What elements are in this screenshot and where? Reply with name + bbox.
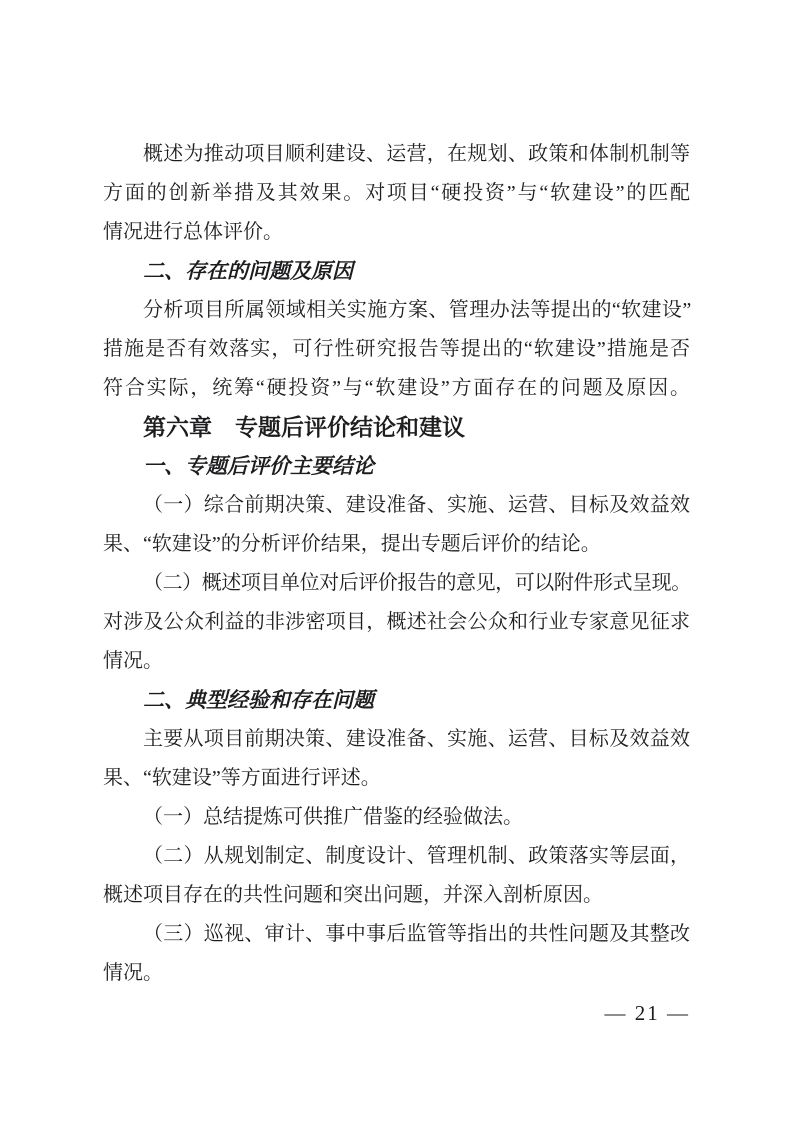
text-line: （一）综合前期决策、建设准备、实施、运营、目标及效益效	[143, 494, 690, 516]
section-heading: 二、典型经验和存在问题	[143, 688, 374, 712]
text-line: 方面的创新举措及其效果。对项目“硬投资”与“软建设”的匹配	[103, 182, 690, 204]
text-line: 情况。	[103, 650, 163, 672]
page-number: — 21 —	[604, 1001, 690, 1025]
text-line: （二）概述项目单位对后评价报告的意见，可以附件形式呈现。	[143, 572, 690, 594]
section-heading: 一、专题后评价主要结论	[143, 454, 374, 478]
text-line: 果、“软建设”等方面进行评述。	[103, 767, 381, 789]
text-line: 分析项目所属领域相关实施方案、管理办法等提出的“软建设”	[143, 299, 690, 321]
text-line: 符合实际，统筹“硬投资”与“软建设”方面存在的问题及原因。	[103, 377, 690, 399]
chapter-heading: 第六章 专题后评价结论和建议	[143, 414, 465, 440]
text-line: 情况。	[103, 962, 163, 984]
text-line: （一）总结提炼可供推广借鉴的经验做法。	[143, 806, 523, 828]
text-line: 情况进行总体评价。	[103, 221, 283, 243]
text-line: （二）从规划制定、制度设计、管理机制、政策落实等层面，	[143, 845, 690, 867]
text-line: 概述为推动项目顺利建设、运营，在规划、政策和体制机制等	[143, 143, 690, 165]
document-lines	[103, 135, 690, 993]
text-line: 概述项目存在的共性问题和突出问题，并深入剖析原因。	[103, 884, 603, 906]
text-line: 对涉及公众利益的非涉密项目，概述社会公众和行业专家意见征求	[103, 611, 690, 633]
text-line: （三）巡视、审计、事中事后监管等指出的共性问题及其整改	[143, 923, 690, 945]
text-line: 措施是否有效落实，可行性研究报告等提出的“软建设”措施是否	[103, 338, 690, 360]
text-line: 主要从项目前期决策、建设准备、实施、运营、目标及效益效	[143, 728, 690, 750]
text-line: 果、“软建设”的分析评价结果，提出专题后评价的结论。	[103, 533, 601, 555]
section-heading: 二、存在的问题及原因	[143, 259, 353, 283]
